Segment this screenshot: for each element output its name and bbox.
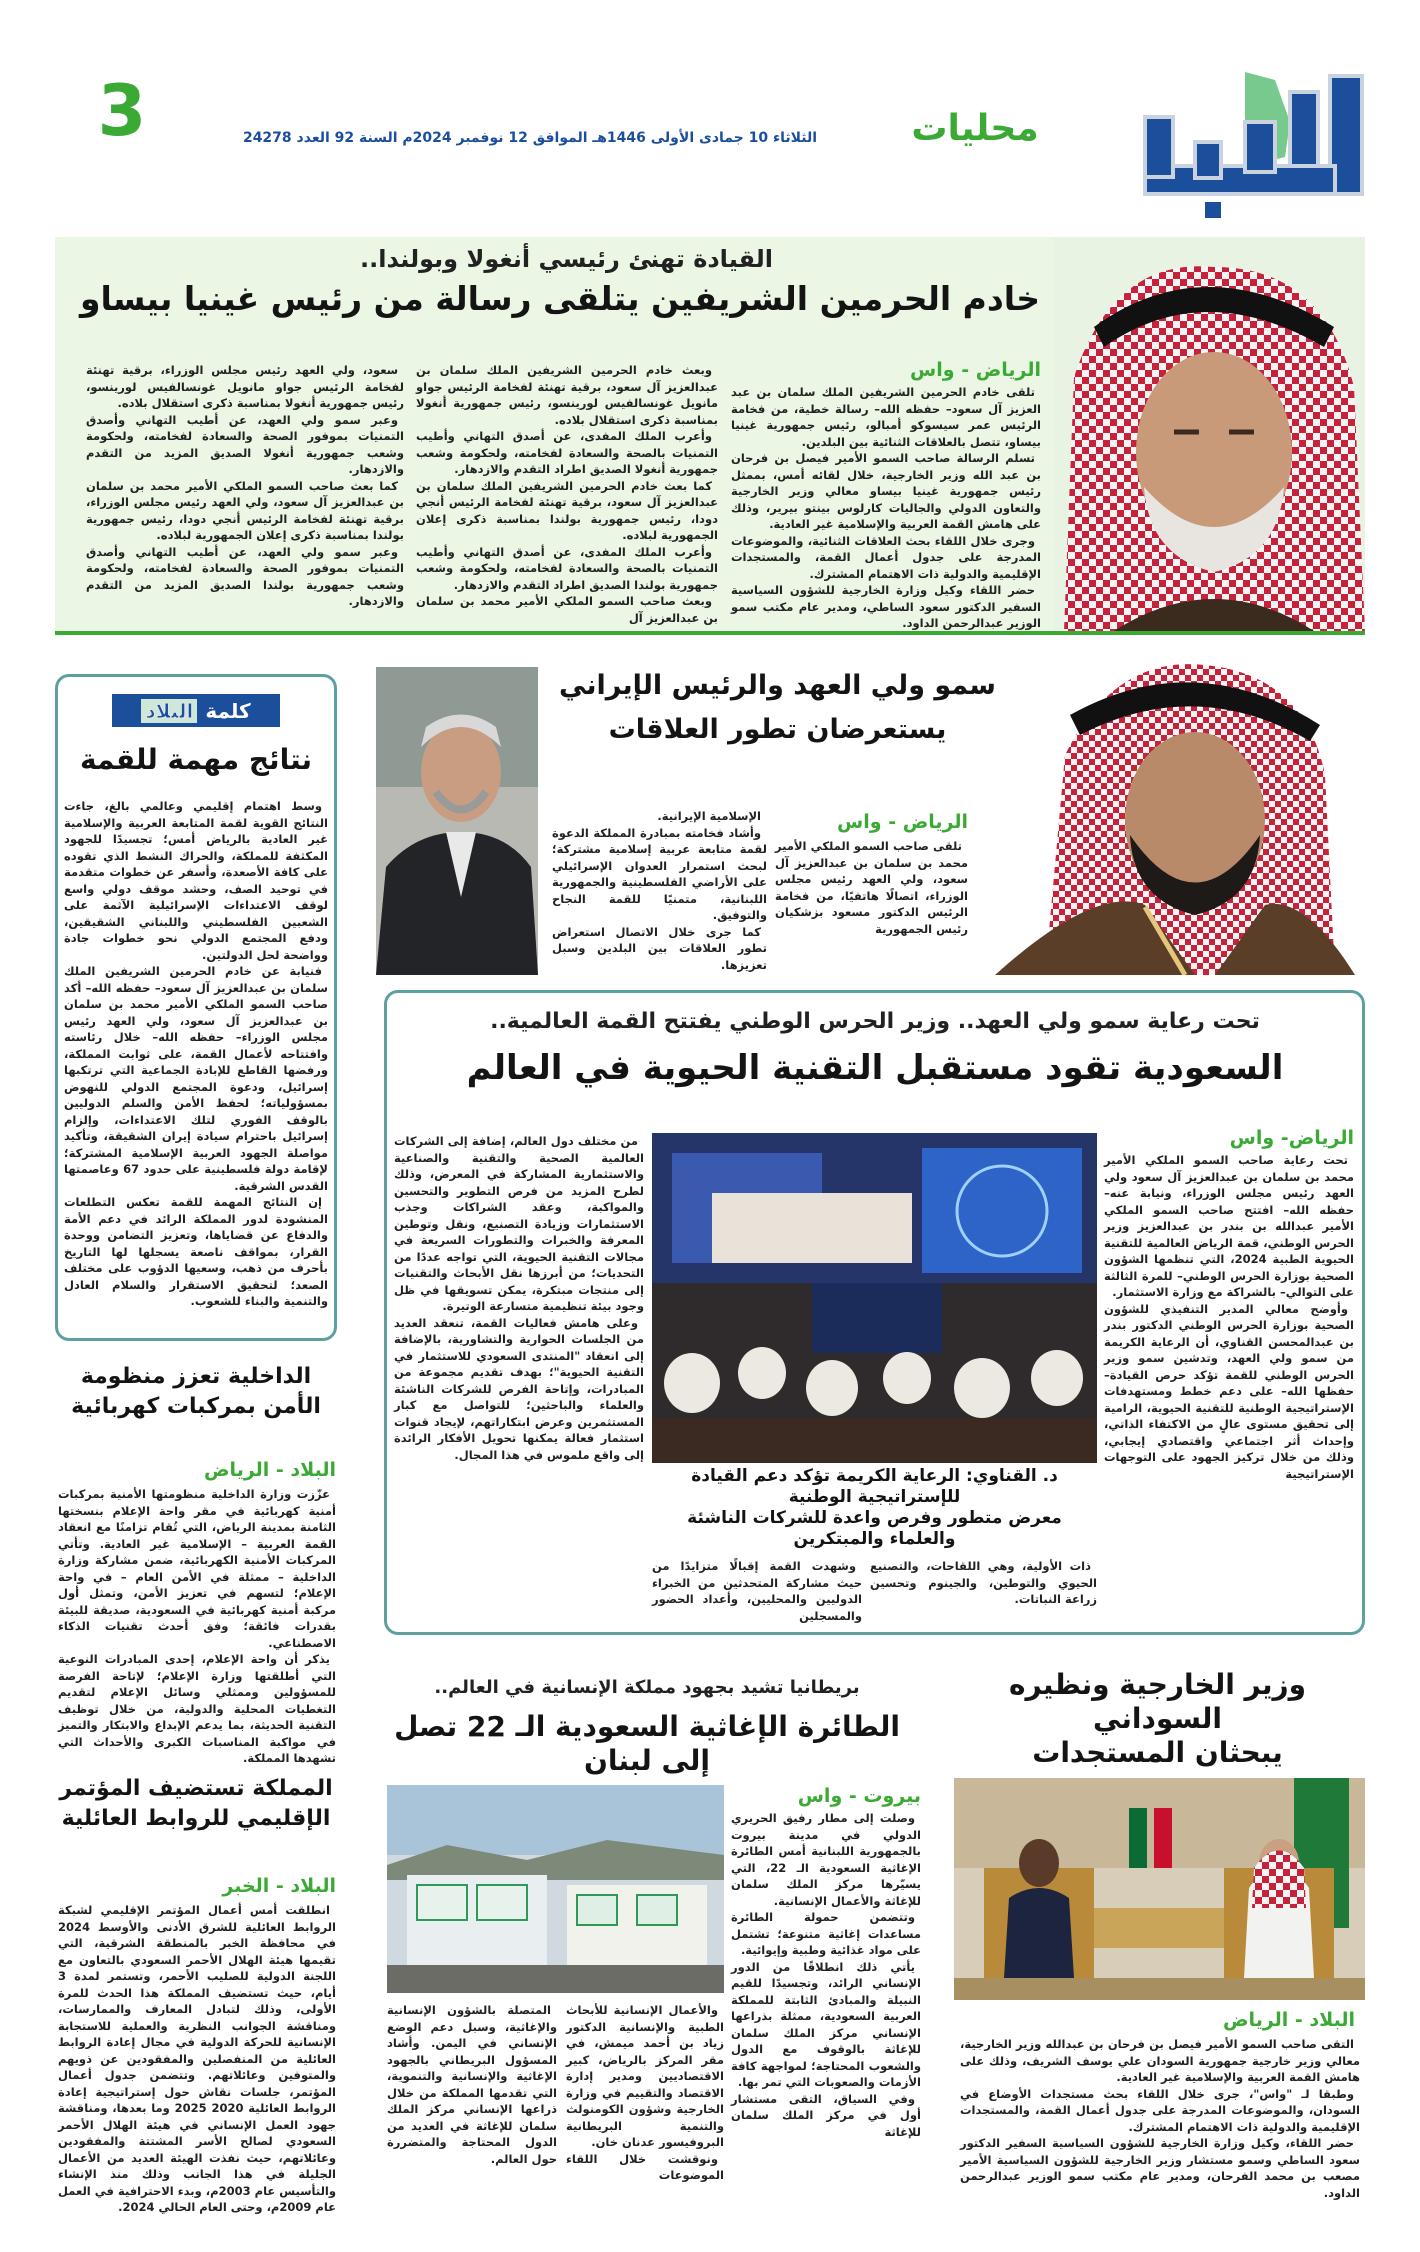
crown-prince-column-2: [552, 808, 767, 973]
paragraph: ذات الأولية، وهي اللقاحات، والتصنيع الحيوي والتوطين، والجينوم وتحسين زراعة النباتات.: [870, 1559, 1097, 1606]
aid-cargo-photo: [387, 1785, 724, 1993]
king-salman-photo: [1054, 237, 1365, 631]
paragraph: وصلت إلى مطار رفيق الحريري الدولي في مدينة بيروت بالجمهورية اللبنانية أمس الطائرة الإغاثية السعودية الـ 22، التي يسيّرها مركز الملك سلمان للإغاثة والأعمال الإنسانية.: [731, 1811, 921, 1908]
paragraph: وبعث خادم الحرمين الشريفين الملك سلمان بن عبدالعزيز آل سعود، برقية تهنئة لفخامة الرئيس جواو مانويل غونسالفيس لورينسو، رئيس جمهورية أنغولا بمناسبة ذكرى استقلال بلاده.: [416, 363, 718, 427]
lebanon-column-3: [387, 2002, 557, 2167]
paragraph: وطبقا لـ "واس"، جرى خلال اللقاء بحث مستجدات الأوضاع في السودان، والموضوعات المدرجة على جدول أعمال القمة، والمستجدات الإقليمية والدولية ذات الاهتمام المشترك.: [960, 2086, 1360, 2134]
biotech-column-2: [394, 1133, 644, 1463]
lebanon-column-2: [566, 2002, 724, 2184]
crown-prince-headline-line1: سمو ولي العهد والرئيس الإيراني: [559, 670, 996, 701]
paragraph: وأعرب الملك المفدى، عن أصدق التهاني وأطيب التمنيات بالصحة والسعادة لفخامته، ولحكومة وشعب جمهورية بولندا الصديق اطراد التقدم والازدهار.: [416, 544, 718, 592]
paragraph: المتصلة بالشؤون الإنسانية والإغاثية، وسبل دعم الوضع الإنساني في اليمن. وأشاد المسؤول البريطاني بالجهود الإغاثية والإنسانية والتنموية، التي تقدمها المملكة من خلال ذراعها الإنساني مركز الملك سلمان للإغاثة في العديد من الدول المحتاجة والمتضررة حول العالم.: [387, 2003, 557, 2166]
paragraph: إن النتائج المهمة للقمة تعكس التطلعات المنشودة لدور المملكة الرائد في دعم الأمة والدفاع عن قضاياها، وتعزيز التضامن ووحدة القرار، بمواقف ناصعة يسجلها لها التاريخ بأحرف من ذهب، وسعيها الدؤوب على مختلف الصعد؛ لتحقيق الاستقرار والسلام العادل والتنمية والبناء للشعوب.: [64, 1195, 328, 1308]
paragraph: يأتي ذلك انطلاقًا من الدور الإنساني الرائد، وتجسيدًا للقيم النبيلة والمبادئ الثابتة للمملكة العربية السعودية، ممثلة بذراعها الإنساني مركز الملك سلمان للإغاثة بالوقوف مع الدول والشعوب المحتاجة؛ لمواجهة كافة الأزمات والصعوبات التي تمر بها.: [731, 1959, 921, 2089]
biotech-column-1: [1104, 1152, 1354, 1482]
paragraph: وشهدت القمة إقبالًا متزايدًا من حيث مشاركة المتحدثين من الخبراء الدوليين والمحليين، وأعداد الحضور والمسجلين: [652, 1559, 862, 1623]
iranian-president-photo: [376, 667, 538, 975]
family-links-headline-line2: الإقليمي للروابط العائلية: [61, 1806, 331, 1831]
interior-headline: [50, 1362, 342, 1422]
crown-prince-dateline: الرياض - واس: [837, 811, 968, 833]
paragraph: التقى صاحب السمو الأمير فيصل بن فرحان بن عبدالله وزير الخارجية، معالي وزير خارجية جمهورية السودان علي يوسف الشريف، وذلك على هامش القمة العربية والإسلامية غير العادية.: [960, 2037, 1360, 2084]
paragraph: وأعرب الملك المفدى، عن أصدق التهاني وأطيب التمنيات بالصحة والسعادة لفخامته، ولحكومة وشعب جمهورية أنغولا الصديق اطراد التقدم والازدهار.: [416, 429, 718, 476]
biotech-subhead-1: د. القناوي: الرعاية الكريمة تؤكد دعم القيادة للإستراتيجية الوطنية: [691, 1466, 1058, 1507]
paragraph: سعود، ولي العهد رئيس مجلس الوزراء، برقية تهنئة لفخامة الرئيس جواو مانويل غونسالفيس لورينسو، رئيس جمهورية أنغولا بمناسبة ذكرى استقلال بلاده.: [86, 363, 404, 410]
top-story-headline: خادم الحرمين الشريفين يتلقى رسالة من رئيس غينيا بيساو: [80, 279, 1040, 318]
family-links-body: [58, 1902, 336, 2216]
interior-headline-line2: الأمن بمركبات كهربائية: [71, 1394, 321, 1419]
paragraph: يذكر أن واحة الإعلام، إحدى المبادرات النوعية التي أطلقتها وزارة الإعلام؛ لإتاحة الفرصة للمسؤولين وممثلي وسائل الإعلام لتقديم التغطيات المحلية والدولية، من خلال توظيف التقنية الحديثة، بما يدعم الإبداع والابتكار والتميز في مواكبة المناسبات الكبرى والأحداث التي تشهدها المملكة.: [58, 1652, 336, 1765]
biotech-dateline: الرياض- واس: [1229, 1127, 1354, 1149]
lebanon-headline: الطائرة الإغاثية السعودية الـ 22 تصل إلى لبنان: [394, 1710, 900, 1777]
interior-body: [58, 1486, 336, 1767]
issue-date-line: الثلاثاء 10 جمادى الأولى 1446هـ الموافق 12 نوفمبر 2024م السنة 92 العدد 24278: [242, 130, 818, 146]
paragraph: وعبر سمو ولي العهد، عن أطيب التهاني وأصدق التمنيات بموفور الصحة والسعادة لفخامته، ولحكومة وشعب جمهورية بولندا الصديق المزيد من التقدم والازدهار.: [86, 544, 404, 608]
paragraph: وأوضح معالي المدير التنفيذي للشؤون الصحية بوزارة الحرس الوطني الدكتور بندر بن عبدالمحسن القناوي، أن الرعاية الكريمة من سمو ولي العهد، وتدشين سمو وزير الحرس الوطني للقمة تؤكد حرص القيادة– حفظها الله– على دعم خطط ومستهدفات الإستراتيجية الوطنية للتقنية الحيوية، الرامية إلى تحقيق مستوى عالٍ من الاكتفاء الذاتي، وإحداث أثر اجتماعي واقتصادي إيجابي، وذلك من خلال تركيز الجهود على التوجهات الإستراتيجية: [1104, 1301, 1354, 1481]
paragraph: وجرى خلال اللقاء بحث العلاقات الثنائية، والموضوعات المدرجة على جدول أعمال القمة، والمستجدات الإقليمية والدولية ذات الاهتمام المشترك.: [731, 533, 1041, 581]
paragraph: الإسلامية الإيرانية.: [657, 809, 761, 823]
paragraph: والأعمال الإنسانية للأبحاث الطبية والإنسانية الدكتور زياد بن أحمد ميمش، في مقر المركز بالرياض، كبير الاقتصاديين ومدير إدارة الاقتصاد والتقييم في وزارة الخارجية وشؤون الكومنولث والتنمية البريطانية البروفيسور عدنان خان.: [566, 2003, 724, 2149]
paragraph: وعلى هامش فعاليات القمة، تنعقد العديد من الجلسات الحوارية والتشاورية، بالإضافة إلى انعقاد "المنتدى السعودي للاستثمار في التقنية الحيوية"؛ بهدف تقديم مجموعة من المبادرات، وإتاحة الفرص للشركات الناشئة والعلماء والباحثين؛ للتواصل مع كبار المستثمرين وعرض ابتكاراتهم، لإيجاد قنوات استثمار فعالة يمكنها تحويل الأفكار الرائدة إلى واقع ملموس في هذا المجال.: [394, 1315, 644, 1462]
top-story-column-3: [86, 362, 404, 610]
crown-prince-column-1: [775, 838, 968, 937]
lebanon-kicker: بريطانيا تشيد بجهود مملكة الإنسانية في العالم..: [434, 1677, 860, 1698]
paragraph: انطلقت أمس أعمال المؤتمر الإقليمي لشبكة الروابط العائلية للشرق الأدنى والأوسط 2024 في محافظة الخبر بالمنطقة الشرقية، التي تقيمها هيئة الهلال الأحمر السعودي بالتعاون مع اللجنة الدولية للصليب الأحمر، وتستمر لمدة 3 أيام، حيث تستضيف المملكة هذا الحدث للمرة الأولى، وذلك لتبادل المعارف والممارسات، ومناقشة الجوانب النظرية والعملية للاستجابة الإنسانية للحركة الدولية في مجال إعادة الروابط العائلية من المنفصلين والمفقودين عن ذويهم والمتوفين وعائلاتهم. وتتضمن جدول أعمال المؤتمر، جلسات نقاش حول إستراتيجية إعادة الروابط العائلية 2020 2025 وما بعدها، ومناقشة جهود العمل الإنساني في هيئة الهلال الأحمر السعودي لصالح الأسر المشتتة والمفقودين وعائلاتهم، حيث نفذت الهيئة العديد من الأعمال الجليلة في هذا الجانب وذلك منذ الإنشاء والتأسيس عام 2003م، وبدء الاحترافية في العمل عام 2009م، وحتى العام الحالي 2024.: [58, 1903, 336, 2214]
lebanon-column-1: [731, 1810, 921, 2140]
section-title: محليات: [911, 108, 1039, 149]
paragraph: وفي السياق، التقى مستشار أول في مركز الملك سلمان للإغاثة: [731, 2091, 921, 2139]
sudan-headline-line2: يبحثان المستجدات: [1032, 1736, 1283, 1769]
interior-dateline: البلاد - الرياض: [204, 1459, 336, 1481]
paragraph: كما بعث صاحب السمو الملكي الأمير محمد بن سلمان بن عبدالعزيز آل سعود، ولي العهد رئيس مجلس الوزراء، برقية تهنئة لفخامة الرئيس أنجي دودا، رئيس جمهورية بولندا بمناسبة ذكرى إعلان الجمهورية لبلاده.: [86, 478, 404, 542]
paragraph: من مختلف دول العالم، إضافة إلى الشركات العالمية الصحية والتقنية والصناعية والاستثمارية المشاركة في المعرض، وذلك لطرح المزيد من فرص التطوير والتحسين والمواكبة، وعقد الشراكات وجذب الاستثمارات وزيادة التصنيع، ونقل وتوطين المعرفة والخبرات والتطورات السريعة في مجالات التقنية الحيوية، التي تواجه عددًا من التحديات؛ من أبرزها نقل الأبحاث والتقنيات إلى منتجات مبتكرة، يمكن تسويقها في ظل وجود بيئة تنظيمية متسارعة الوتيرة.: [394, 1134, 644, 1313]
editorial-label: كلمة: [205, 698, 251, 723]
sudan-body: [960, 2036, 1360, 2201]
editorial-headline: نتائج مهمة للقمة: [79, 743, 313, 776]
masthead-logo: [1125, 62, 1370, 222]
paragraph: تلقى خادم الحرمين الشريفين الملك سلمان بن عبد العزيز آل سعود– حفظه الله– رسالة خطية، من فخامة الرئيس عمر سيسوكو أمبالو، رئيس جمهورية غينيا بيساو، تتصل بالعلاقات الثنائية بين البلدين.: [731, 385, 1041, 449]
sudan-meeting-photo: [954, 1778, 1365, 2000]
interior-headline-line1: الداخلية تعزز منظومة: [80, 1364, 312, 1389]
family-links-headline: [50, 1774, 342, 1834]
biotech-subhead-2: معرض متطور وفرص واعدة للشركات الناشئة والعلماء والمبتكرين: [687, 1508, 1062, 1549]
biotech-headline: السعودية تقود مستقبل التقنية الحيوية في العالم: [466, 1048, 1284, 1088]
paragraph: فنيابة عن خادم الحرمين الشريفين الملك سلمان بن عبدالعزيز آل سعود– حفظه الله– أكد صاحب السمو الملكي الأمير محمد بن سلمان بن عبدالعزيز آل سعود، ولي العهد رئيس مجلس الوزراء– حفظه الله– خلال رئاسته وافتتاحه لأعمال القمة، على ثوابت المملكة، ورفضها القاطع للإبادة الجماعية التي ترتكبها إسرائيل، ودعوة المجتمع الدولي للنهوض بمسؤولياته؛ لحفظ الأمن والسلم الدوليين بالوقف الفوري لتلك الاعتداءات، وإلزام إسرائيل باحترام سيادة إيران الشقيقة، وتأكيد مواصلة الجهود العربية الإسلامية المشتركة؛ لإقامة دولة فلسطينية على حدود 67 وعاصمتها القدس الشرقية.: [64, 964, 328, 1193]
paragraph: كما جرى خلال الاتصال استعراض تطور العلاقات بين البلدين وسبل تعزيزها.: [552, 924, 767, 972]
paragraph: تحت رعاية صاحب السمو الملكي الأمير محمد بن سلمان بن عبدالعزيز آل سعود ولي العهد رئيس مجلس الوزراء، ونيابة عنه– حفظه الله– افتتح صاحب السمو الملكي الأمير عبدالله بن بندر بن عبدالعزيز وزير الحرس الوطني، قمة الرياض العالمية للتقنية الحيوية الطبية 2024، التي تنظمها الشؤون الصحية بوزارة الحرس الوطني– للمرة الثالثة على التوالي– بالشراكة مع وزارة الاستثمار.: [1104, 1153, 1354, 1299]
paragraph: حضر اللقاء وكيل وزارة الخارجية للشؤون السياسية السفير الدكتور سعود الساطي، ومدير عام مكتب سمو الوزير عبدالرحمن الداود.: [731, 583, 1041, 630]
lebanon-dateline: بيروت - واس: [797, 1785, 921, 1807]
biotech-subheads: [652, 1466, 1097, 1550]
family-links-dateline: البلاد - الخبر: [222, 1875, 336, 1897]
crown-prince-headline: [545, 664, 1010, 752]
paragraph: عزّزت وزارة الداخلية منظومتها الأمنية بمركبات أمنية كهربائية في مقر واحة الإعلام بنسختها الثامنة بمدينة الرياض، التي تُقام تزامنًا مع انعقاد القمة العربية – الإسلامية غير العادية. وتأتي المركبات الأمنية الكهربائية، ضمن مشاركة وزارة الداخلية – ممثلة في الأمن العام – في واحة الإعلام؛ لتسهم في تعزيز الأمن، وتمثل أول مركبة أمنية كهربائية في السعودية، صديقة للبيئة بقدرات فائقة؛ وفق أحدث تقنيات الذكاء الاصطناعي.: [58, 1487, 336, 1650]
paragraph: تسلم الرسالة صاحب السمو الأمير فيصل بن فرحان بن عبد الله وزير الخارجية، خلال لقائه أمس، بممثل رئيس جمهورية غينيا بيساو معالي وزير الخارجية والتعاون الدولي والجاليات كارلوس بينتو بيرير، وذلك على هامش القمة العربية والإسلامية غير العادية.: [731, 451, 1041, 531]
editorial-body: [64, 798, 328, 1310]
paragraph: حضر اللقاء، وكيل وزارة الخارجية للشؤون السياسية السفير الدكتور سعود الساطي وسمو مستشار وزير الخارجية للشؤون السياسية الأمير مصعب بن محمد الفرحان، ومدير عام مكتب سمو الوزير عبدالرحمن الداود.: [960, 2136, 1360, 2200]
top-story-column-2: [416, 362, 718, 626]
paragraph: وأشاد فخامته بمبادرة المملكة الدعوة لقمة متابعة عربية إسلامية مشتركة؛ لبحث استمرار العدوان الإسرائيلي على الأراضي الفلسطينية والجمهورية اللبنانية، متمنيًا للقمة النجاح والتوفيق.: [552, 825, 767, 922]
biotech-kicker: تحت رعاية سمو ولي العهد.. وزير الحرس الوطني يفتتح القمة العالمية..: [490, 1009, 1260, 1034]
biotech-conference-photo: [652, 1133, 1097, 1463]
biotech-small-column-1: [870, 1558, 1097, 1608]
sudan-headline: [960, 1668, 1355, 1770]
paragraph: كما بعث خادم الحرمين الشريفين الملك سلمان بن عبدالعزيز آل سعود، برقية تهنئة لفخامة الرئيس أنجي دودا، رئيس جمهورية بولندا بمناسبة ذكرى إعلان الجمهورية لبلاده.: [416, 478, 718, 542]
sudan-headline-line1: وزير الخارجية ونظيره السوداني: [1008, 1668, 1307, 1735]
page-number: 3: [97, 70, 147, 152]
paragraph: وعبر سمو ولي العهد، عن أطيب التهاني وأصدق التمنيات بموفور الصحة والسعادة لفخامته، ولحكومة وشعب جمهورية أنغولا الصديق المزيد من التقدم والازدهار.: [86, 412, 404, 476]
paragraph: ونوقشت خلال اللقاء الموضوعات: [566, 2151, 724, 2182]
paragraph: تلقى صاحب السمو الملكي الأمير محمد بن سلمان بن عبدالعزيز آل سعود، ولي العهد رئيس مجلس الوزراء، اتصالًا هاتفيًا، من فخامة الرئيس الدكتور مسعود بزشكيان رئيس الجمهورية: [775, 839, 968, 936]
crown-prince-headline-line2: يستعرضان تطور العلاقات: [608, 714, 947, 745]
paragraph: وبعث صاحب السمو الملكي الأمير محمد بن سلمان بن عبدالعزيز آل: [416, 594, 718, 625]
paragraph: وسط اهتمام إقليمي وعالمي بالغ، جاءت النتائج القوية لقمة المتابعة العربية والإسلامية غير العادية بالرياض أمس؛ تجسيدًا للجهود المكثفة للمملكة، والحراك النشط الذي تقوده على كافة الأصعدة، وأسفر عن خطوات متقدمة في توحيد الصف، وحشد موقف دولي واسع لوقف الاعتداءات الإسرائيلية الآثمة على الشعبين الفلسطيني واللبناني الشقيقين، ودفع المجتمع الدولي نحو خطوات جادة وواضحة لحل الدولتين.: [64, 799, 328, 962]
family-links-headline-line1: المملكة تستضيف المؤتمر: [59, 1776, 333, 1801]
top-story-kicker: القيادة تهنئ رئيسي أنغولا وبولندا..: [359, 245, 773, 273]
top-story-column-1: [731, 384, 1041, 632]
crown-prince-photo: [975, 645, 1365, 975]
top-story-dateline: الرياض - واس: [910, 359, 1041, 381]
sudan-dateline: البلاد - الرياض: [1223, 2009, 1355, 2031]
editorial-label-banner: [112, 694, 280, 727]
paragraph: وتتضمن حمولة الطائرة مساعدات إغاثية متنوعة؛ تشتمل على مواد غذائية وطبية وإيوائية.: [731, 1910, 921, 1957]
editorial-label-logo: البلاد: [141, 699, 197, 723]
biotech-small-column-2: [652, 1558, 862, 1624]
